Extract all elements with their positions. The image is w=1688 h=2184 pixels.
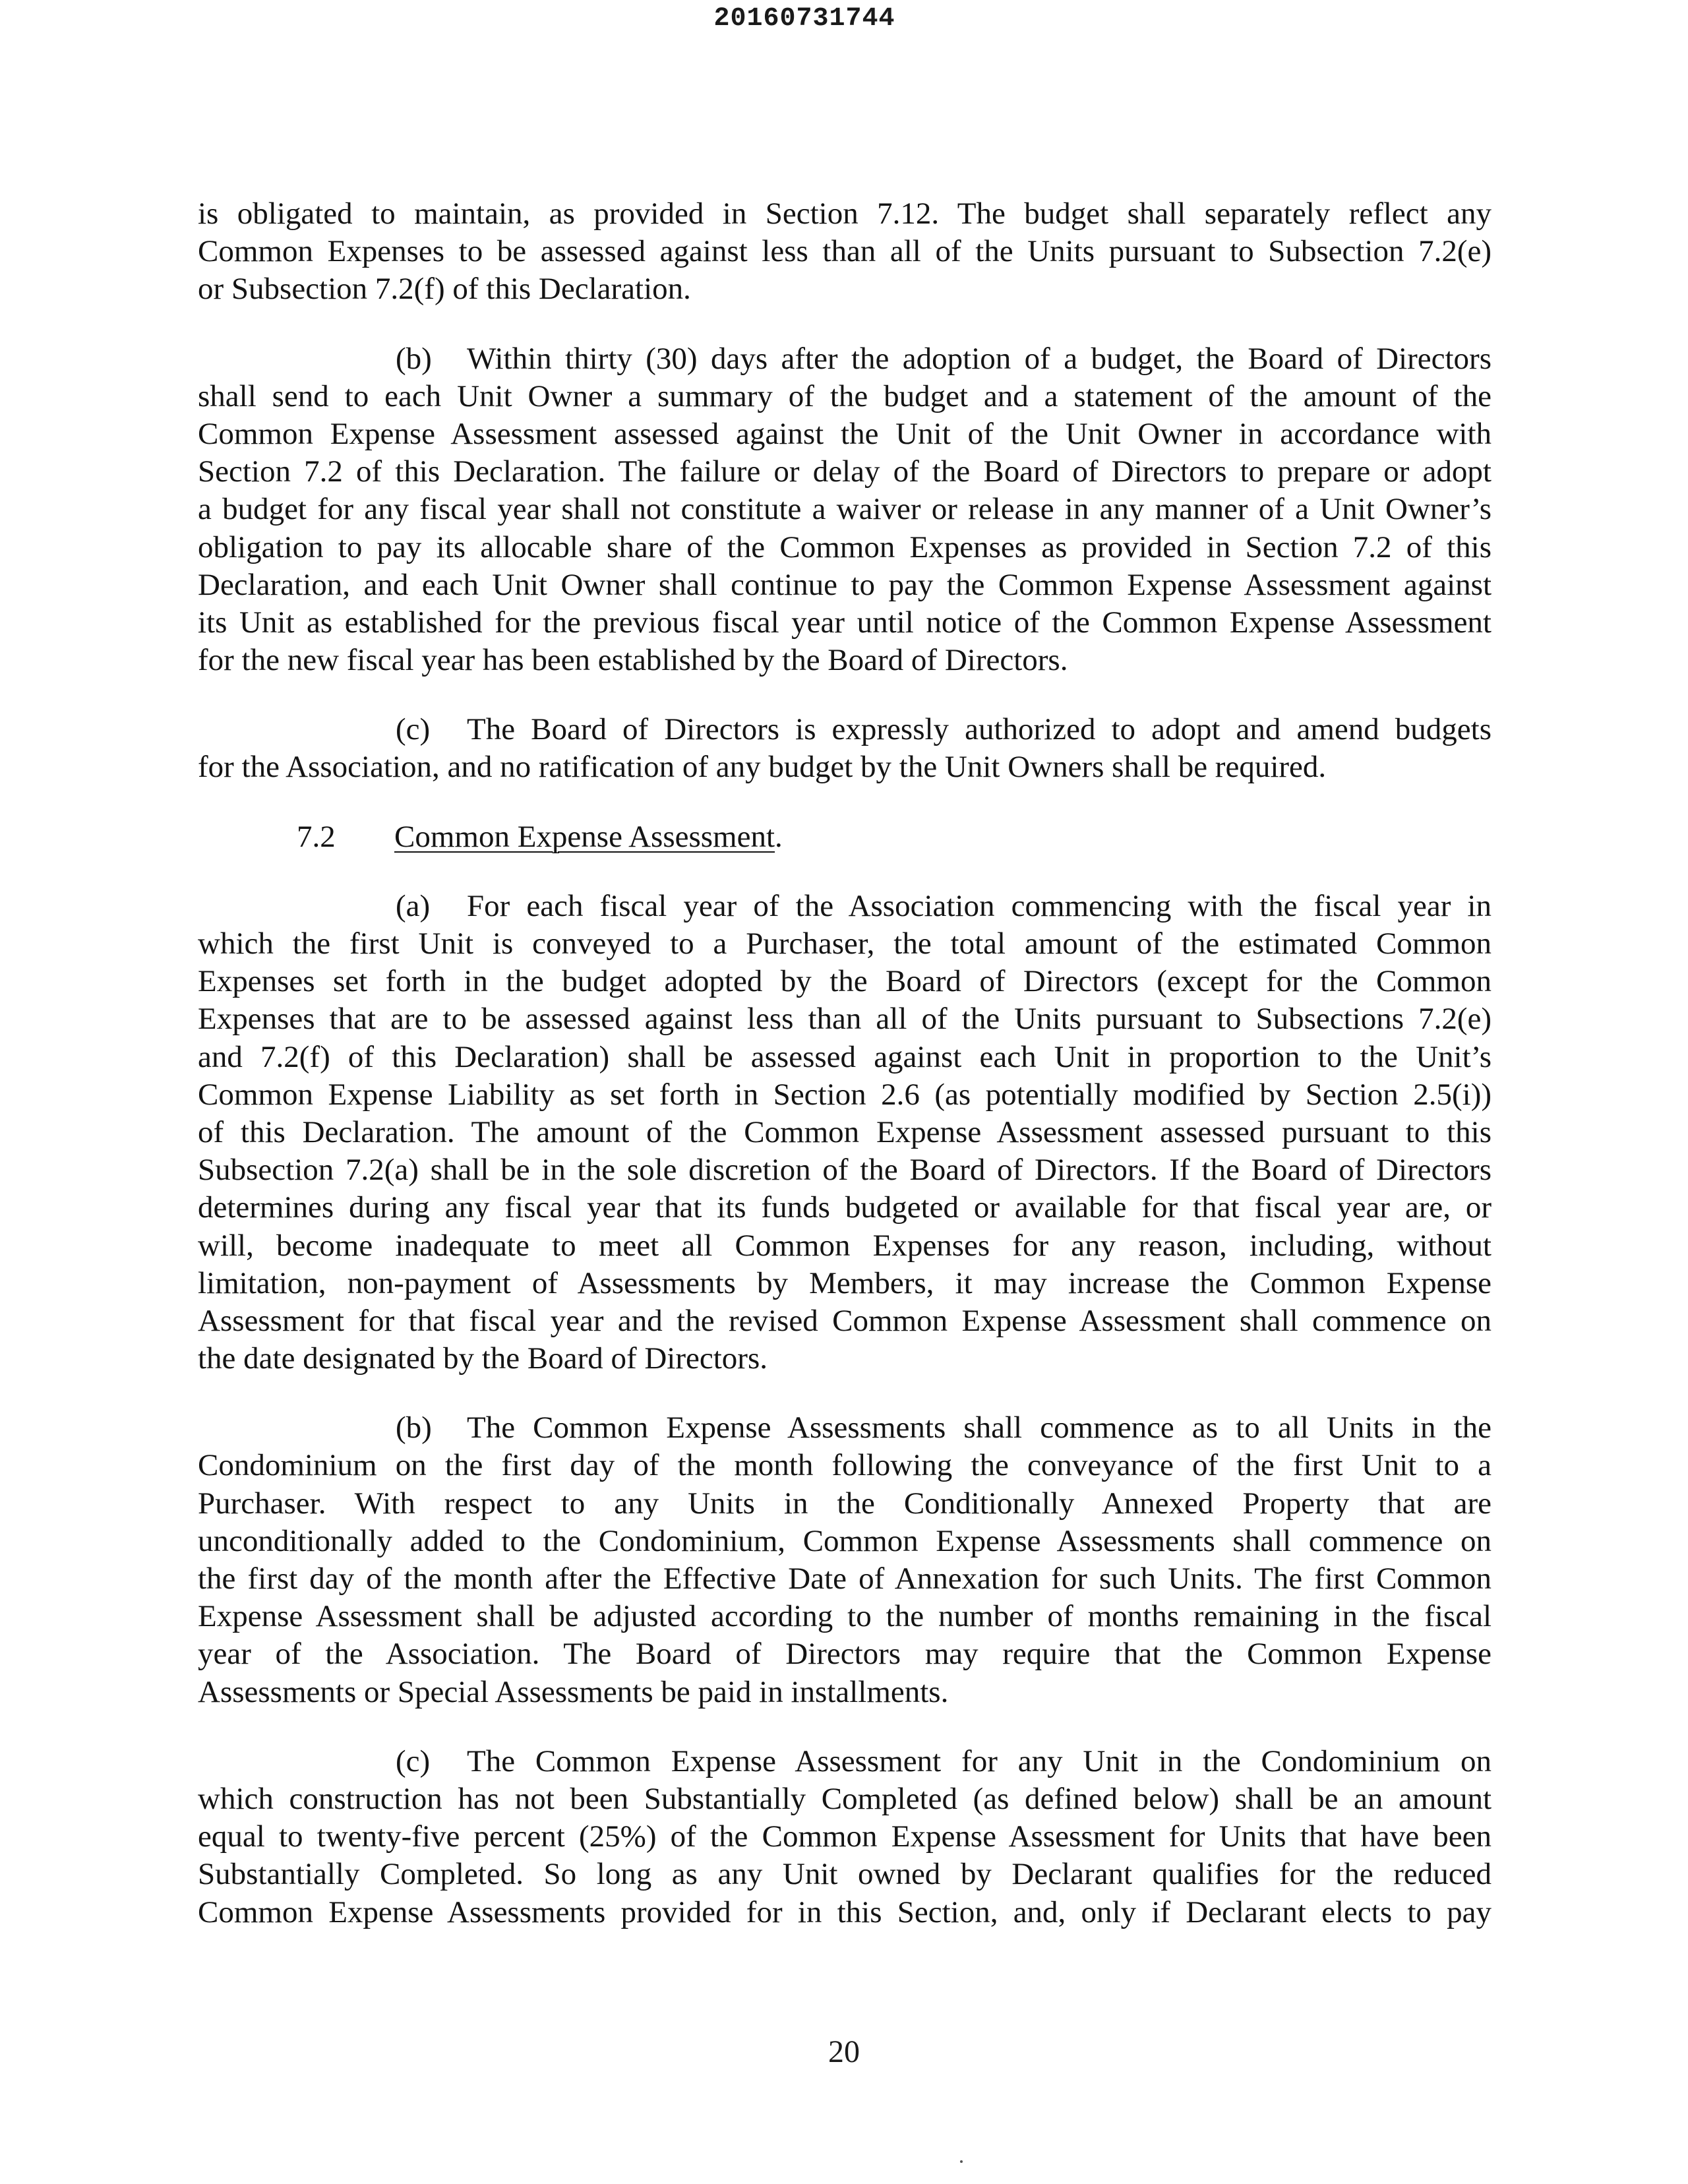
paragraph-7-2-c — [198, 1743, 1492, 1931]
text-line-first — [198, 888, 1492, 925]
paragraph-7-2-a — [198, 888, 1492, 1378]
text-line: Within thirty (30) days after the adoption of a budget, the Board of Directors — [467, 341, 1492, 376]
paragraph-7-1-b — [198, 340, 1492, 680]
text-line: unconditionally added to the Condominium, Common Expense Assessments shall commence on — [198, 1523, 1492, 1558]
text-line: which the first Unit is conveyed to a Purchaser, the total amount of the estimated Common — [198, 926, 1492, 961]
text-line: a budget for any fiscal year shall not constitute a waiver or release in any manner of a Unit Owner’s — [198, 492, 1492, 527]
document-number: 20160731744 — [713, 4, 895, 34]
text-line: Condominium on the first day of the month following the conveyance of the first Unit to a — [198, 1448, 1492, 1483]
text-line: Common Expense Liability as set forth in Section 2.6 (as potentially modified by Section 2.5(i)) — [198, 1077, 1492, 1112]
subsection-label: (b) — [396, 341, 432, 376]
scan-speck — [960, 2160, 963, 2163]
text-line: for the Association, and no ratification of any budget by the Unit Owners shall be required. — [198, 750, 1327, 785]
text-line: The Common Expense Assessment for any Unit in the Condominium on — [467, 1744, 1492, 1778]
text-line: the date designated by the Board of Directors. — [198, 1341, 768, 1376]
text-line-first — [198, 1743, 1492, 1780]
text-line: Substantially Completed. So long as any Unit owned by Declarant qualifies for the reduced — [198, 1857, 1492, 1892]
text-line: or Subsection 7.2(f) of this Declaration. — [198, 272, 691, 307]
text-line: Expenses set forth in the budget adopted by the Board of Directors (except for the Common — [198, 964, 1492, 999]
text-line: year of the Association. The Board of Directors may require that the Common Expense — [198, 1637, 1492, 1672]
text-line: determines during any fiscal year that its funds budgeted or available for that fiscal year are, or — [198, 1190, 1492, 1225]
text-line: Assessments or Special Assessments be paid in installments. — [198, 1674, 949, 1709]
section-heading-line — [198, 818, 1492, 856]
text-line: Assessment for that fiscal year and the revised Common Expense Assessment shall commence on — [198, 1303, 1492, 1338]
text-line: is obligated to maintain, as provided in Section 7.12. The budget shall separately reflect any — [198, 197, 1492, 231]
text-line: The Board of Directors is expressly authorized to adopt and amend budgets — [467, 712, 1492, 747]
text-line: equal to twenty-five percent (25%) of the Common Expense Assessment for Units that have been — [198, 1819, 1492, 1854]
section-heading — [198, 818, 1492, 856]
page-number: 20 — [828, 2034, 860, 2069]
text-line: The Common Expense Assessments shall commence as to all Units in the — [467, 1410, 1492, 1445]
text-line: for the new fiscal year has been established by the Board of Directors. — [198, 643, 1068, 678]
document-body — [198, 195, 1492, 1931]
paragraph-7-2-b — [198, 1409, 1492, 1711]
subsection-label: (c) — [396, 712, 431, 747]
text-line: limitation, non-payment of Assessments by Members, it may increase the Common Expense — [198, 1265, 1492, 1300]
text-line: Common Expenses to be assessed against less than all of the Units pursuant to Subsection 7.2(e) — [198, 234, 1492, 269]
text-line-first — [198, 711, 1492, 748]
text-line: Common Expense Assessment assessed against the Unit of the Unit Owner in accordance with — [198, 416, 1492, 451]
text-line: Expenses that are to be assessed against less than all of the Units pursuant to Subsections 7.2(e) — [198, 1002, 1492, 1037]
text-line: shall send to each Unit Owner a summary of the budget and a statement of the amount of the — [198, 379, 1492, 413]
section-number: 7.2 — [297, 819, 336, 854]
text-line: For each fiscal year of the Association commencing with the fiscal year in — [467, 888, 1492, 923]
text-line: Expense Assessment shall be adjusted according to the number of months remaining in the fiscal — [198, 1599, 1492, 1634]
text-line: the first day of the month after the Effective Date of Annexation for such Units. The first Common — [198, 1562, 1492, 1596]
text-line: obligation to pay its allocable share of the Common Expenses as provided in Section 7.2 of this — [198, 530, 1492, 564]
text-line: Section 7.2 of this Declaration. The failure or delay of the Board of Directors to prepare or adopt — [198, 454, 1492, 489]
text-line: Common Expense Assessments provided for in this Section, and, only if Declarant elects to pay — [198, 1895, 1492, 1929]
text-line: will, become inadequate to meet all Common Expenses for any reason, including, without — [198, 1228, 1492, 1263]
text-line: Subsection 7.2(a) shall be in the sole discretion of the Board of Directors. If the Board of Directors — [198, 1153, 1492, 1188]
paragraph-7-1-c — [198, 711, 1492, 786]
text-line: which construction has not been Substantially Completed (as defined below) shall be an amount — [198, 1781, 1492, 1816]
text-line-first — [198, 1409, 1492, 1447]
section-title: Common Expense Assessment — [394, 819, 775, 854]
text-line: of this Declaration. The amount of the Common Expense Assessment assessed pursuant to this — [198, 1114, 1492, 1149]
subsection-label: (b) — [396, 1410, 432, 1445]
text-line: Declaration, and each Unit Owner shall continue to pay the Common Expense Assessment against — [198, 567, 1492, 602]
text-line-first — [198, 340, 1492, 378]
text-line: Purchaser. With respect to any Units in the Conditionally Annexed Property that are — [198, 1486, 1492, 1521]
text-line: and 7.2(f) of this Declaration) shall be assessed against each Unit in proportion to the Unit’s — [198, 1039, 1492, 1074]
subsection-label: (a) — [396, 888, 431, 923]
paragraph-continuation — [198, 195, 1492, 309]
section-title-period: . — [775, 819, 783, 854]
subsection-label: (c) — [396, 1744, 431, 1778]
text-line: its Unit as established for the previous fiscal year until notice of the Common Expense Assessment — [198, 605, 1492, 640]
